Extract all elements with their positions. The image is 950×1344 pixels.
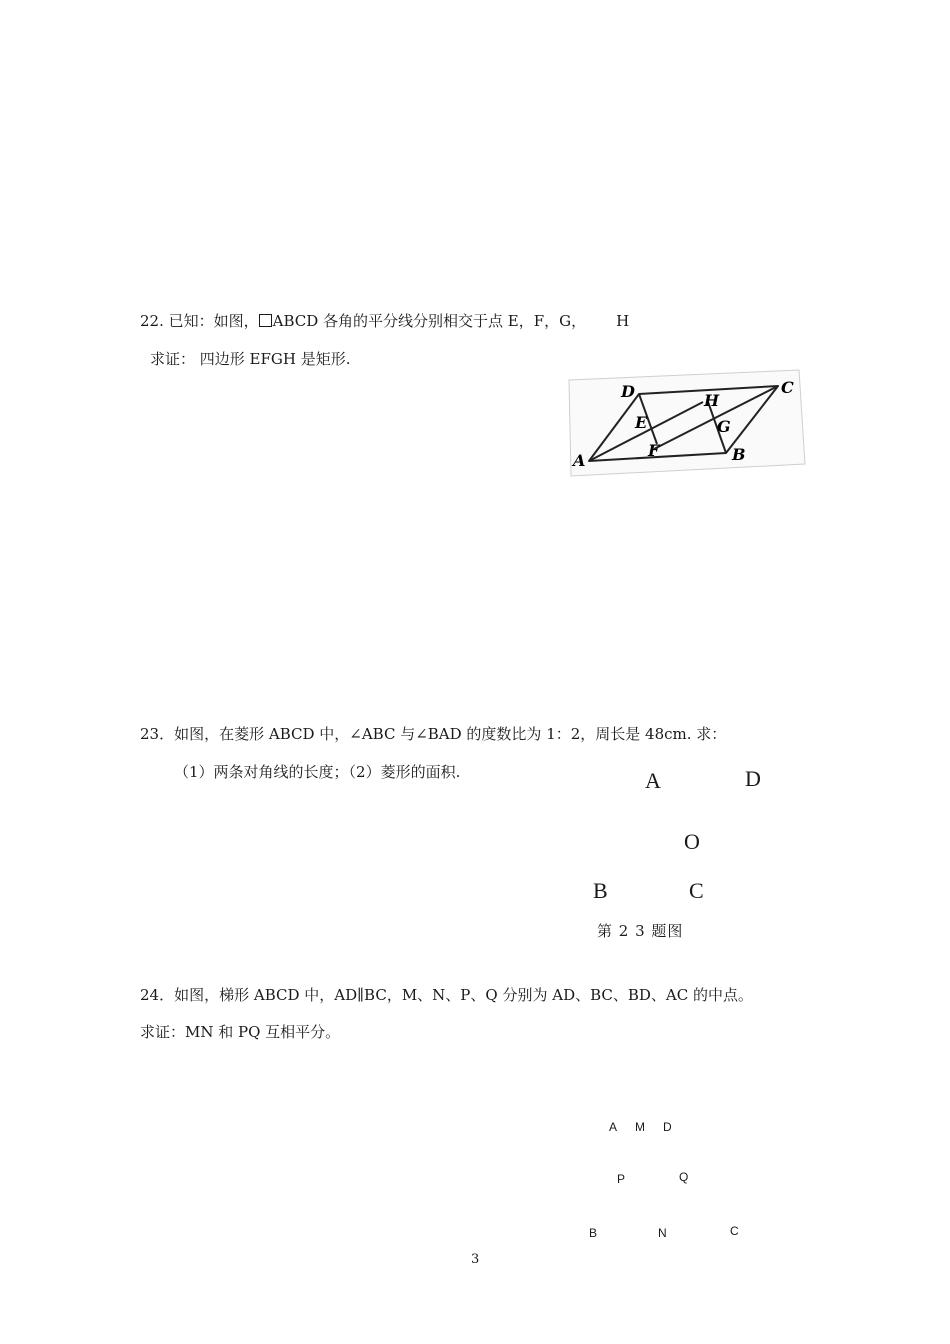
- problem-23-label-O: O: [684, 829, 700, 854]
- problem-24-label-C: C: [730, 1224, 739, 1238]
- label-B: B: [732, 445, 746, 464]
- problem-24-label-D: D: [663, 1120, 672, 1134]
- problem-22-stem: [140, 311, 629, 331]
- problem-22-figure: [567, 368, 807, 480]
- problem-22-stem-prefix: 22. 已知：如图，: [140, 312, 259, 330]
- problem-24-label-M: M: [635, 1120, 645, 1134]
- problem-24-stem: 24．如图，梯形 ABCD 中，AD∥BC，M、N、P、Q 分别为 AD、BC、BD、AC 的中点。: [140, 986, 754, 1004]
- label-D: D: [621, 382, 635, 401]
- problem-22-prove: 求证： 四边形 EFGH 是矩形.: [150, 350, 351, 368]
- problem-24-label-A: A: [609, 1120, 618, 1134]
- problem-23-stem: 23．如图，在菱形 ABCD 中，∠ABC 与∠BAD 的度数比为 1：2，周长是 48cm. 求：: [140, 725, 727, 743]
- label-G: G: [717, 417, 731, 436]
- problem-24-label-P: P: [617, 1172, 626, 1186]
- problem-23-caption: 第 2 3 题图: [597, 922, 684, 940]
- problem-23-label-D: D: [745, 766, 761, 791]
- label-E: E: [635, 413, 648, 432]
- label-A: A: [573, 451, 586, 470]
- label-H: H: [704, 391, 720, 410]
- problem-24-label-N: N: [658, 1226, 667, 1240]
- problem-22-stem-suffix: ABCD 各角的平分线分别相交于点 E，F，G，: [272, 312, 587, 330]
- label-C: C: [781, 378, 794, 397]
- problem-23-label-C: C: [689, 878, 704, 903]
- problem-24-prove: 求证：MN 和 PQ 互相平分。: [140, 1023, 341, 1041]
- parallelogram-symbol-icon: [259, 314, 272, 327]
- page-number: 3: [471, 1252, 480, 1267]
- problem-23-label-B: B: [593, 878, 608, 903]
- problem-22-stem-tail: H: [616, 312, 630, 330]
- problem-23-label-A: A: [645, 768, 661, 793]
- problem-23-parts: （1）两条对角线的长度；（2）菱形的面积.: [174, 763, 461, 781]
- problem-24-label-Q: Q: [679, 1170, 689, 1184]
- problem-24-label-B: B: [589, 1226, 598, 1240]
- label-F: F: [648, 441, 660, 460]
